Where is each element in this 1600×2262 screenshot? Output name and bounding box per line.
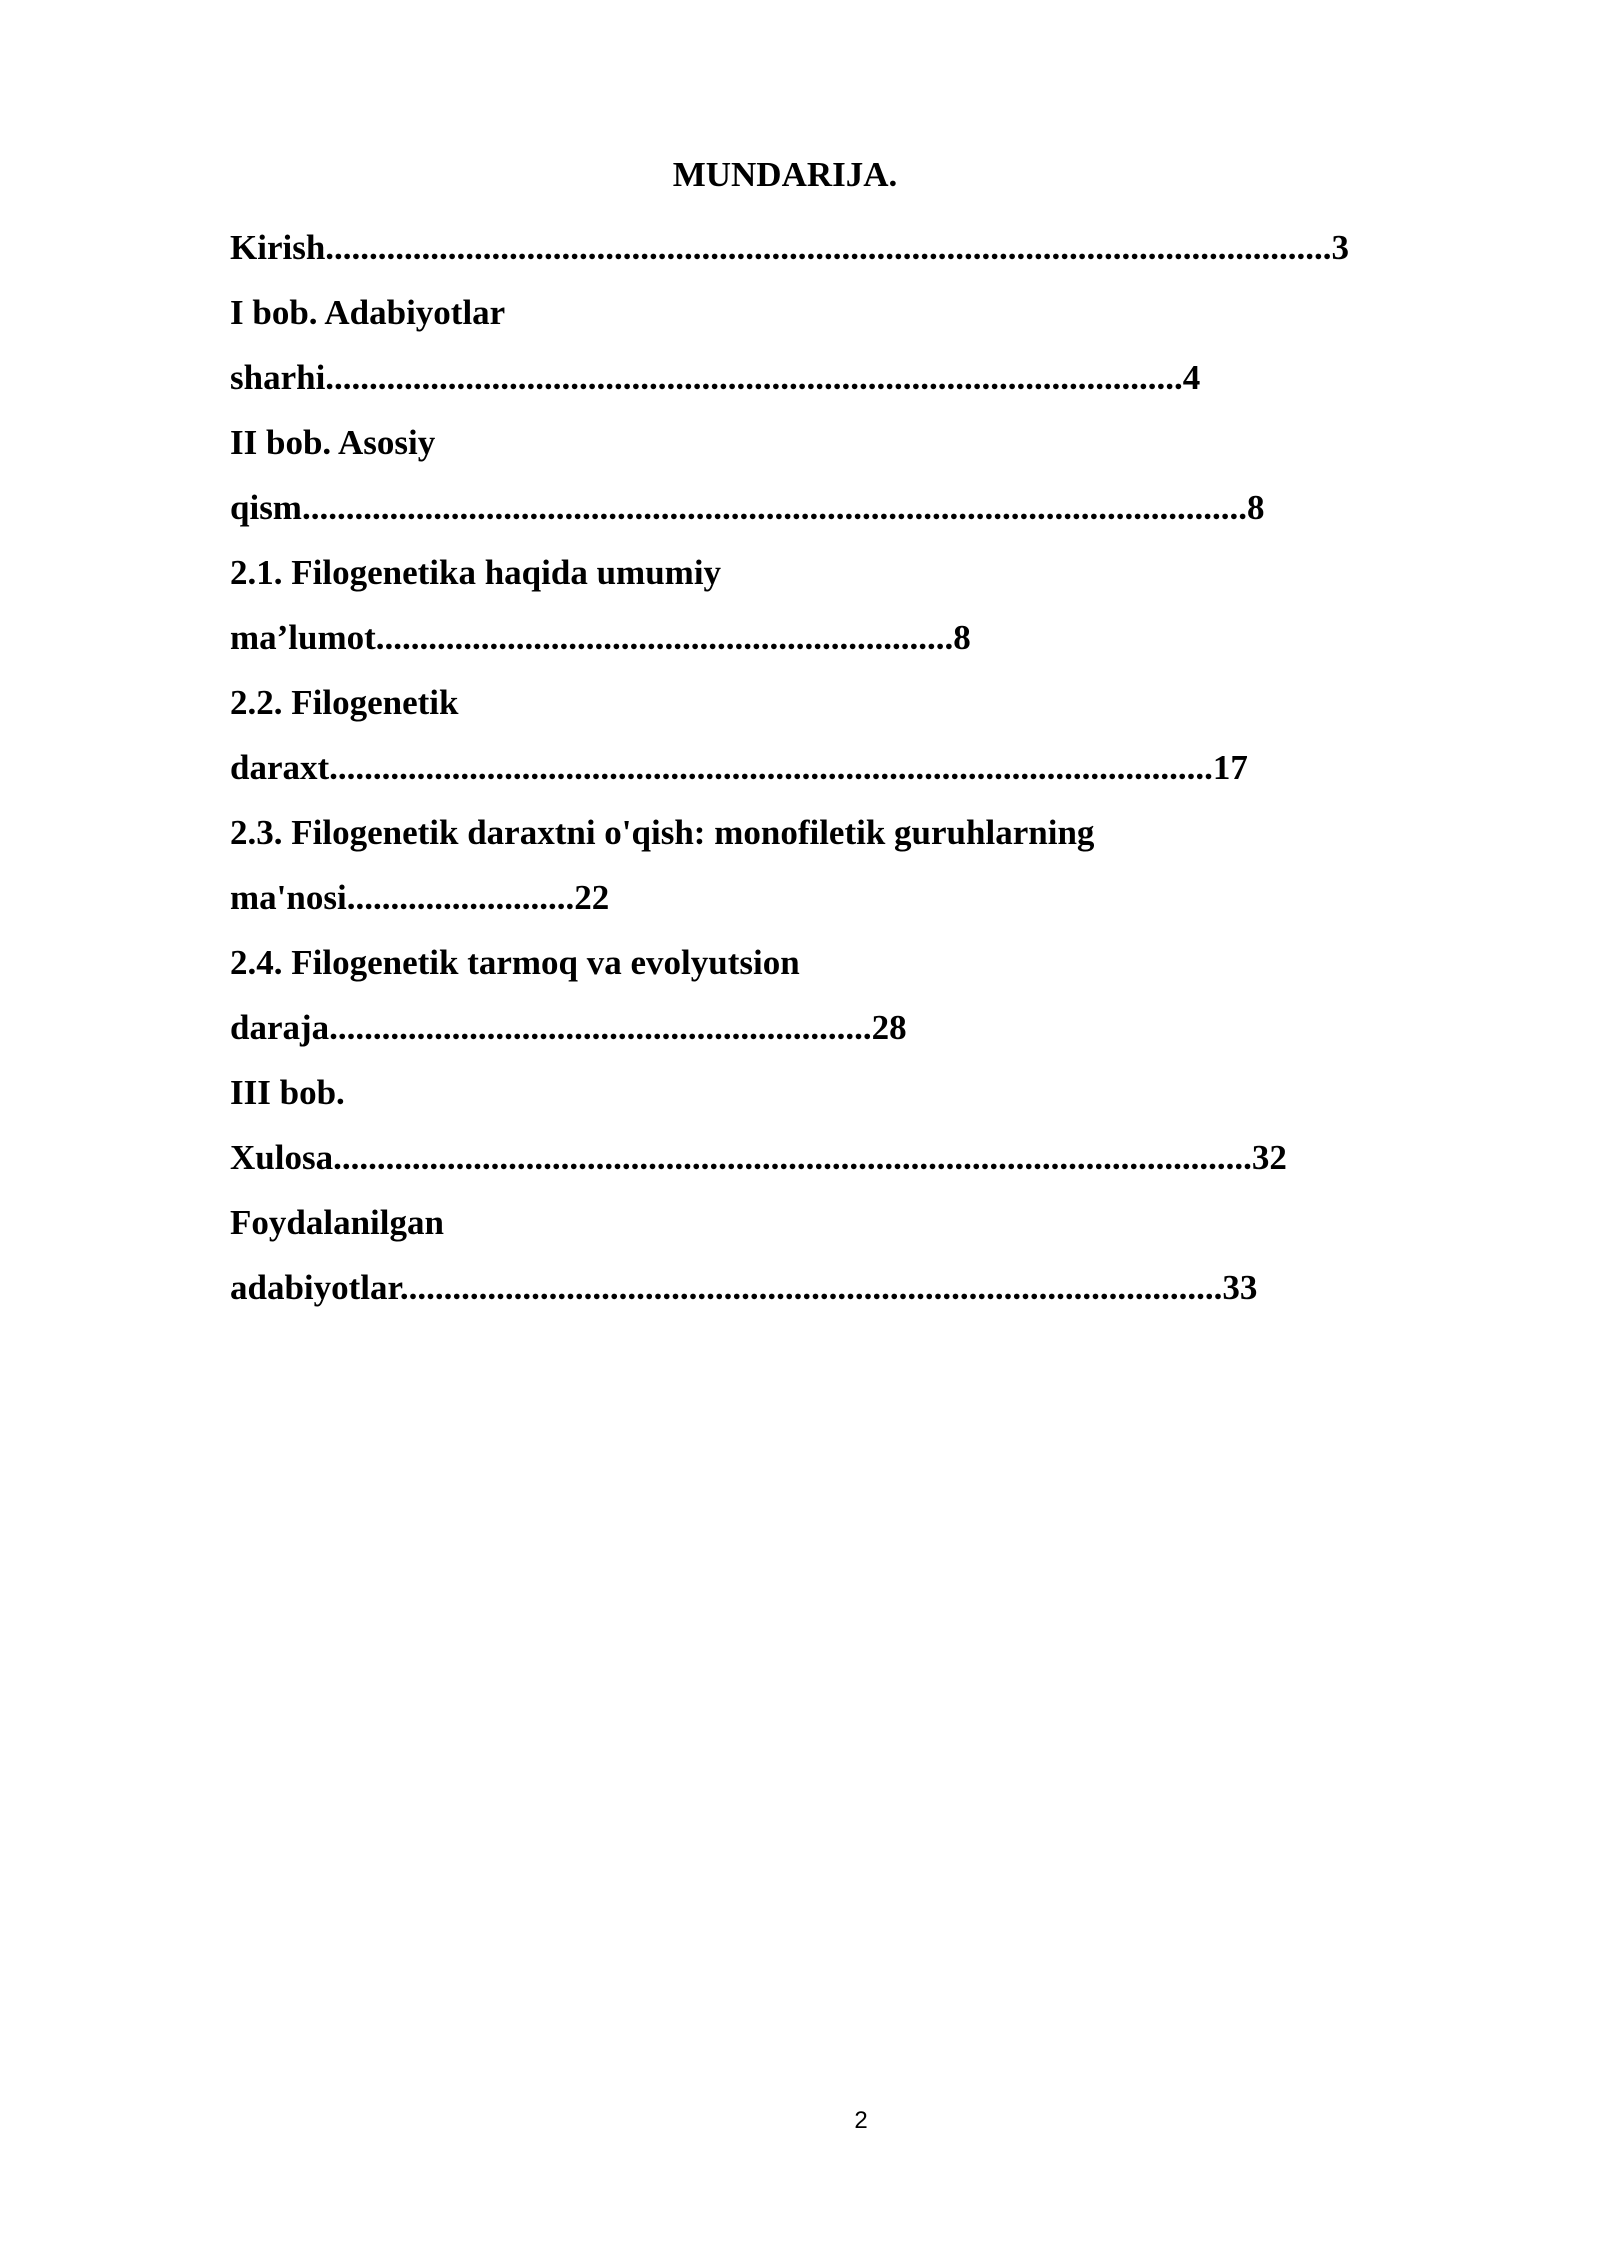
toc-entry-chapter-3-leader: Xulosa.........................................................................................................32: [230, 1138, 1287, 1177]
toc-entry-chapter-2-title: II bob. Asosiy: [230, 423, 436, 462]
document-title: MUNDARIJA.: [672, 155, 898, 194]
toc-entry-section-2-1-title: 2.1. Filogenetika haqida umumiy: [230, 553, 722, 592]
toc-entry-section-2-4-leader: daraja..............................................................28: [230, 1008, 907, 1047]
toc-entry-references-leader: adabiyotlar..............................................................................................33: [230, 1268, 1258, 1307]
toc-entry-chapter-2-leader: qism............................................................................................................8: [230, 488, 1265, 527]
toc-entry-section-2-3-title: 2.3. Filogenetik daraxtni o'qish: monofiletik guruhlarning: [230, 813, 1095, 852]
toc-entry-section-2-1-leader: ma’lumot..................................................................8: [230, 618, 971, 657]
toc-entry-chapter-1-title: I bob. Adabiyotlar: [230, 293, 506, 332]
toc-entry-chapter-3-title: III bob.: [230, 1073, 345, 1112]
toc-entry-chapter-1-leader: sharhi..................................................................................................4: [230, 358, 1201, 397]
toc-entry-section-2-3-leader: ma'nosi..........................22: [230, 878, 610, 917]
toc-entry-section-2-2-leader: daraxt.....................................................................................................17: [230, 748, 1248, 787]
table-of-contents: [230, 215, 1530, 1320]
toc-entry-kirish: Kirish...................................................................................................................3: [230, 228, 1350, 267]
page-number: 2: [854, 2107, 868, 2134]
toc-entry-references-title: Foydalanilgan: [230, 1203, 444, 1242]
toc-entry-section-2-4-title: 2.4. Filogenetik tarmoq va evolyutsion: [230, 943, 800, 982]
toc-entry-section-2-2-title: 2.2. Filogenetik: [230, 683, 459, 722]
